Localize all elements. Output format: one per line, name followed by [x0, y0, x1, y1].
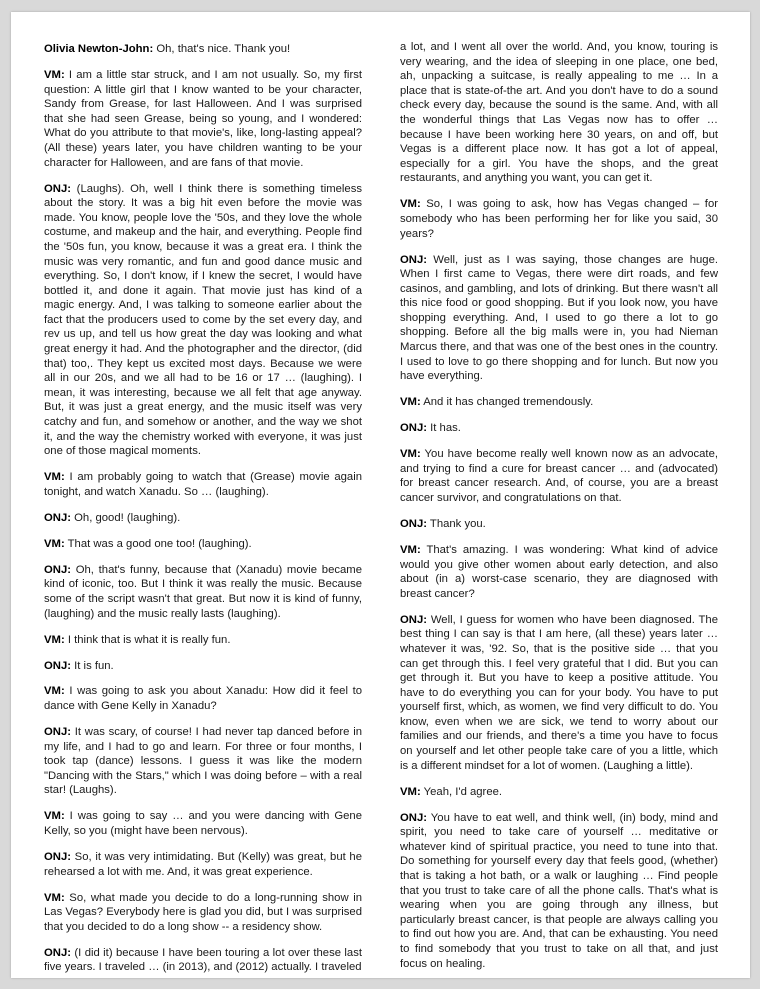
- speaker-label: VM:: [44, 68, 65, 81]
- interview-paragraph: [400, 421, 718, 436]
- paragraph-text: You have become really well known now as an advocate, and trying to find a cure for breast cancer … and (advocated) for breast cancer research. And, of course, you are a breast cancer survivor, and congratulations on that.: [400, 448, 718, 504]
- interview-paragraph: [44, 537, 362, 552]
- interview-paragraph: [44, 659, 362, 674]
- interview-paragraph: [400, 395, 718, 410]
- paragraph-text: Oh, that's funny, because that (Xanadu) movie became kind of iconic, too. But I think it was really the music. Because some of the script wasn't that great. But now it is kind of funny, (laughing) and the music really lasts (laughing).: [44, 563, 362, 620]
- interview-paragraph: [44, 68, 362, 170]
- document-page: [11, 12, 750, 978]
- speaker-label: ONJ:: [400, 517, 427, 530]
- paragraph-text: It is fun.: [71, 659, 114, 672]
- paragraph-text: Oh, that's nice. Thank you!: [153, 43, 291, 55]
- speaker-label: VM:: [400, 198, 421, 211]
- interview-paragraph: [44, 511, 362, 526]
- paragraph-text: So, what made you decide to do a long-running show in Las Vegas? Everybody here is glad you did, but I was surprised that you decided to do a long show -- a residency show.: [44, 891, 362, 933]
- paragraph-text: So, it was very intimidating. But (Kelly) was great, but he rehearsed a lot with me. And, it was great experience.: [44, 851, 362, 878]
- speaker-label: ONJ:: [400, 613, 427, 626]
- speaker-label: VM:: [44, 685, 65, 698]
- paragraph-text: I think that is what it is really fun.: [64, 633, 231, 646]
- interview-paragraph: [44, 633, 362, 648]
- left-column: [44, 42, 362, 986]
- interview-paragraph: [400, 543, 718, 601]
- speaker-label: ONJ:: [400, 811, 427, 824]
- interview-paragraph: [44, 850, 362, 879]
- speaker-label: ONJ:: [44, 182, 71, 195]
- paragraph-text: It was scary, of course! I had never tap danced before in my life, and I had to go and learn. For three or four months, I took tap (dance) lessons. I guess it was like the modern "Dancing with the Stars," which I was doing before – with a real star! (Laughs).: [44, 726, 362, 797]
- paragraph-text: I was going to ask you about Xanadu: How did it feel to dance with Gene Kelly in Xanadu?: [44, 685, 362, 713]
- paragraph-text: I am probably going to watch that (Grease) movie again tonight, and watch Xanadu. So … (laughing).: [44, 471, 362, 498]
- interview-paragraph: [44, 182, 362, 459]
- speaker-label: ONJ:: [44, 946, 71, 959]
- paragraph-text: And it has changed tremendously.: [420, 396, 594, 409]
- interview-paragraph: [400, 811, 718, 972]
- interview-paragraph: [44, 891, 362, 935]
- interview-paragraph: [400, 197, 718, 241]
- interview-paragraph: [400, 447, 718, 505]
- speaker-label: VM:: [44, 537, 65, 550]
- paragraph-text: a lot, and I went all over the world. And, you know, touring is very wearing, and the idea of sleeping in one place, one bed, ah, unpacking a suitcase, is really appealing to me … In a place that is state-of-the art. And you don't have to do a sound check every day, because the sound is the same. And, with all the wonderful things that Las Vegas now has to offer … because I have been working here 30 years, on and off, but Vegas is a different place now. It has got a lot of appeal, especially for a girl. You have the shops, and the great restaurants, and anything you want, you can get it.: [400, 41, 718, 185]
- speaker-label: VM:: [44, 633, 65, 646]
- speaker-label: VM:: [400, 543, 421, 556]
- speaker-label: VM:: [44, 471, 65, 484]
- interview-paragraph: [44, 725, 362, 798]
- paragraph-text: Thank you.: [427, 517, 486, 530]
- speaker-label: ONJ:: [400, 422, 427, 435]
- speaker-label: ONJ:: [400, 253, 427, 266]
- paragraph-text: Well, I guess for women who have been diagnosed. The best thing I can say is that I am here, (all these) years later … whatever it was, '92. So, that is the positive side … that you can get through this. I feel very grateful that I did. But you can get through it. But you have to keep a positive attitude. You have to do everything you can for your body. You have to put yourself first, which, as women, we find very difficult to do. You know, even when we are sick, we tend to worry about our families and our friends, and there's a time you have to focus on yourself and let other people take care of you a little, which is a different mindset for a lot of women. (Laughing a little).: [400, 613, 718, 772]
- interview-paragraph: [44, 946, 362, 975]
- interview-paragraph: [400, 613, 718, 774]
- speaker-label: VM:: [400, 448, 421, 461]
- right-column: [400, 40, 718, 983]
- interview-paragraph: [400, 517, 718, 532]
- speaker-label: ONJ:: [44, 511, 71, 524]
- interview-paragraph: [44, 470, 362, 499]
- paragraph-text: I was going to say … and you were dancing with Gene Kelly, so you (might have been nervous).: [44, 810, 362, 838]
- interview-paragraph: [400, 253, 718, 384]
- paragraph-text: I am a little star struck, and I am not usually. So, my first question: A little girl that I know wanted to be your character, Sandy from Grease, for last Halloween. And I was surprised that she had seen Grease, being so young, and I wondered: What do you attribute to that movie's, like, long-lasting appeal? (All these) years later, you have children wanting to be your character for Halloween, and are fans of that movie.: [44, 68, 362, 169]
- interview-paragraph: [44, 563, 362, 621]
- paragraph-text: You have to eat well, and think well, (in) body, mind and spirit, you need to take care of yourself … meditative or whatever kind of spiritual practice, you need to tune into that. Do something for yourself every day that feels good, (whether) that is taking a hot bath, or a walk or laughing … Find people that you trust to take care of all the phone calls. That's what is wearing when you are going through any illness, but particularly breast cancer, is that people are always calling you to find out how you are. And, that can be exhausting. You need to find somebody that you trust to take on all that, and just focus on healing.: [400, 811, 718, 970]
- interview-paragraph: [44, 809, 362, 838]
- speaker-label: Olivia Newton-John:: [44, 43, 154, 55]
- paragraph-text: So, I was going to ask, how has Vegas changed – for somebody who has been performing her for like you said, 30 years?: [400, 198, 718, 240]
- speaker-label: ONJ:: [44, 851, 71, 863]
- speaker-label: ONJ:: [44, 563, 71, 576]
- speaker-label: VM:: [400, 785, 421, 798]
- speaker-label: ONJ:: [44, 726, 71, 739]
- paragraph-text: (I did it) because I have been touring a lot over these last five years. I traveled … (in 2013), and (2012) actually. I traveled: [44, 946, 362, 974]
- speaker-label: VM:: [400, 396, 421, 409]
- paragraph-text: Oh, good! (laughing).: [71, 511, 181, 524]
- paragraph-text: (Laughs). Oh, well I think there is something timeless about the story. It was a big hit even before the movie was made. You know, people love the '50s, and they love the whole costume, and makeup and the hair, and everything. People find the '50s fun, you know, because it was a great era. I think the music was very romantic, and fun and good dance music and everything. So, I don't know, if I knew the secret, I would have bottled it, and done it again. That movie just has kind of a magic energy. And, I was talking to someone earlier about the fact that the producers used to come by the set every day, and rev us up, and tell us how great the day was looking and what great energy it had. And the photographer and the director, (did that) too,. They kept us excited most days. Because we were all in our 20s, and we all had to be 16 or 17 … (laughing). I mean, it was interesting, because we all felt that age anyway. But, it was just a great energy, and the music itself was very catchy and fun, and somehow or another, and the way we shot it, and the way the chemistry worked with everyone, it was just one of those magical moments.: [44, 182, 362, 458]
- speaker-label: VM:: [44, 891, 65, 904]
- interview-paragraph: [44, 684, 362, 713]
- speaker-label: ONJ:: [44, 659, 71, 672]
- paragraph-text: That was a good one too! (laughing).: [64, 537, 252, 550]
- paragraph-text: It has.: [427, 422, 461, 435]
- speaker-label: VM:: [44, 810, 65, 823]
- interview-paragraph: [400, 40, 718, 186]
- paragraph-text: Yeah, I'd agree.: [420, 785, 503, 798]
- interview-paragraph: [44, 42, 362, 57]
- interview-paragraph: [400, 785, 718, 800]
- paragraph-text: That's amazing. I was wondering: What kind of advice would you give other women about early detection, and also about (in a) worst-case scenario, they are diagnosed with breast cancer?: [400, 543, 718, 600]
- paragraph-text: Well, just as I was saying, those changes are huge. When I first came to Vegas, there were dirt roads, and few casinos, and gambling, and lots of drinking. But there wasn't all this nice food or good shopping. But if you look now, you have shopping everything. And, I used to go there a lot to go shopping. Before all the big malls were in, you had Nieman Marcus there, and that was one of the best ones in the country. I used to love to go there shopping and for lunch. But now you have everything.: [400, 253, 718, 383]
